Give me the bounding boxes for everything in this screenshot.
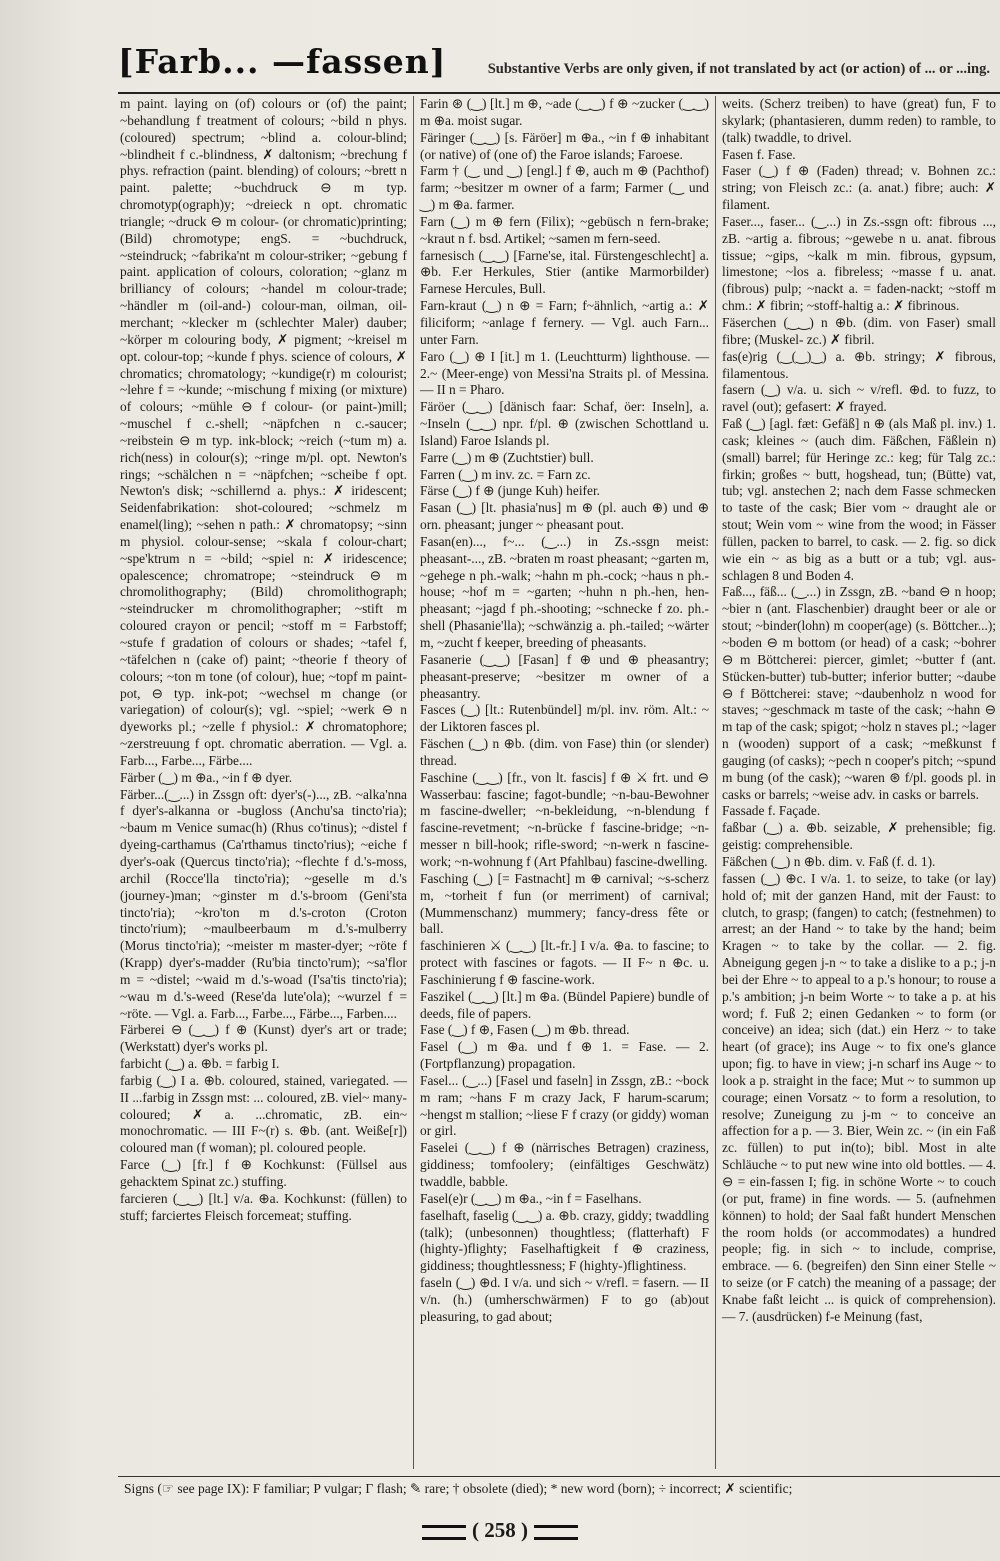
page-number-block	[0, 1518, 1000, 1543]
ornament-left	[422, 1525, 466, 1540]
dictionary-entry: Faszikel (‿‿) [lt.] m ⊕a. (Bündel Papiere) bundle of deeds, file of papers.	[420, 988, 709, 1021]
dictionary-entry: faßbar (‿) a. ⊕b. seizable, ✗ prehensible; fig. geistig: comprehensible.	[722, 820, 996, 853]
dictionary-entry: weits. (Scherz treiben) to have (great) fun, F to skylark; (phantasieren, dumm reden) to ramble, to (talk) twaddle, to drivel.	[722, 96, 996, 145]
dictionary-entry: Fasel (‿) m ⊕a. und f ⊕ 1. = Fase. — 2. (Fortpflanzung) propagation.	[420, 1039, 709, 1072]
dictionary-entry: Farn (‿) m ⊕ fern (Filix); ~gebüsch n fern-brake; ~kraut n f. bsd. Artikel; ~samen m fern-seed.	[420, 213, 709, 246]
dictionary-entry: Fassade f. Façade.	[722, 803, 821, 819]
page-header	[118, 42, 1000, 94]
dictionary-entry: Färöer (‿‿) [dänisch faar: Schaf, öer: Inseln], a. ~Inseln (‿‿) npr. f/pl. ⊕ (zwischen Schottland u. Island) Faroe Islands pl.	[420, 399, 709, 448]
dictionary-entry: fasern (‿) v/a. u. sich ~ v/refl. ⊕d. to fuzz, to ravel (out); gefasert: ✗ frayed.	[722, 382, 996, 415]
dictionary-entry: Faser (‿) f ⊕ (Faden) thread; v. Bohnen zc.: string; von Fleisch zc.: (a. anat.) fibre; auch: ✗ filament.	[722, 163, 996, 213]
column-left	[118, 96, 413, 1469]
dictionary-entry: Fasel(e)r (‿‿) m ⊕a., ~in f = Faselhans.	[420, 1190, 642, 1206]
dictionary-entry: Fasanerie (‿‿) [Fasan] f ⊕ und ⊕ pheasantry; pheasant-preserve; ~besitzer m owner of a pheasantry.	[420, 651, 709, 701]
dictionary-entry: Faschine (‿‿) [fr., von lt. fascis] f ⊕ ⚔ frt. und ⊖ Wasserbau: fascine; fagot-bundle; ~n-bau-Bewohner m fascine-dweller; ~n-bekleidung, ~n-blendung f fascine-revetment; ~n-brücke f fascine-bridge; ~n-messer n bill-hook; rifle-sword; ~n-werk n fascine-work; ~n-wohnung f (Art Pfahlbau) fascine-dwelling.	[420, 769, 709, 869]
dictionary-entry: faselhaft, faselig (‿‿) a. ⊕b. crazy, giddy; twaddling (talk); (unbesonnen) thoughtless; (flatterhaft) F (highty-)flighty; Faselhaftigkeit f ⊕ craziness, giddiness; thoughtlessness; F (highty-)flightiness.	[420, 1207, 709, 1274]
dictionary-entry: Färber (‿) m ⊕a., ~in f ⊕ dyer.	[120, 769, 293, 785]
column-right	[715, 96, 996, 1469]
catchword-heading: [Farb... —fassen]	[118, 42, 447, 81]
header-rule	[118, 92, 1000, 94]
dictionary-entry: farcieren (‿‿) [lt.] v/a. ⊕a. Kochkunst: (füllen) to stuff; farciertes Fleisch forcemeat; stuffing.	[120, 1190, 407, 1223]
dictionary-entry: Fasan (‿) [lt. phasia'nus] m ⊕ (pl. auch ⊕) und ⊕ orn. pheasant; junger ~ pheasant pout.	[420, 500, 709, 533]
dictionary-entry: Farren (‿) m inv. zc. = Farn zc.	[420, 466, 591, 482]
dictionary-entry: Fasces (‿) [lt.: Rutenbündel] m/pl. inv. röm. Alt.: ~ der Liktoren fasces pl.	[420, 702, 709, 735]
dictionary-entry: Farn-kraut (‿) n ⊕ = Farn; f~ähnlich, ~artig a.: ✗ filiciform; ~anlage f fernery. — Vgl. auch Farn... unter Farn.	[420, 298, 709, 347]
dictionary-entry: farbicht (‿) a. ⊕b. = farbig I.	[120, 1056, 280, 1072]
dictionary-entry: Fäßchen (‿) n ⊕b. dim. v. Faß (f. d. 1).	[722, 853, 936, 869]
dictionary-entry: fassen (‿) ⊕c. I v/a. 1. to seize, to take (or lay) hold of; mit der ganzen Hand, mit der Faust: to clutch, to grasp; (fangen) to catch; (festnehmen) to arrest; an der Hand ~ to take by the hand; beim Kragen ~ to take by the collar. — 2. fig. Abneigung gegen j-n ~ to take a dislike to a p.; j-n bei der Ehre ~ to appeal to a p.'s honour; to rouse a p.'s ambition; j-n beim Worte ~ to take a p. at his word; f. Fuß 2; einen Gedanken ~ to form (or conceive) an idea; sich (dat.) ein Herz ~ to take heart (of grace); ins Auge ~ to fix one's glance upon; fig. to have in view; j-n scharf ins Auge ~ to look a p. straight in the face; Mut ~ to summon up courage; einen Vorsatz ~ to form a resolution, to resolve; Zuneigung zu j-m ~ to conceive an affection for a p. — 3. Bier, Wein zc. ~ (in ein Faß zc. füllen) to put in(to); bibl. Most in alte Schläuche ~ to put new wine into old bottles. — 4. ⊖ = ein-fassen I; fig. in schöne Worte ~ to couch (or put, frame) in fine words. — 5. (aufnehmen können) to hold; der Saal faßt hundert Menschen the room holds (or accommodates) a hundred people; fig. in sich ~ to include, comprise, embrace. — 6. (begreifen) den Sinn einer Stelle ~ to seize (or F catch) the meaning of a passage; der Knabe faßt leicht ... is quick of comprehension). — 7. (ausdrücken) f-e Meinung (fast,	[722, 870, 996, 1324]
dictionary-entry: faseln (‿) ⊕d. I v/a. und sich ~ v/refl. = fasern. — II v/n. (h.) (umherschwärmen) F to go (ab)out pleasuring, to gad about;	[420, 1275, 709, 1324]
dictionary-entry: Farce (‿) [fr.] f ⊕ Kochkunst: (Füllsel aus gehacktem Spinat zc.) stuffing.	[120, 1157, 407, 1189]
dictionary-entry: Färse (‿) f ⊕ (junge Kuh) heifer.	[420, 483, 601, 499]
footer-rule	[118, 1476, 1000, 1477]
dictionary-entry: Fäschen (‿) n ⊕b. (dim. von Fase) thin (or slender) thread.	[420, 736, 709, 768]
dictionary-entry: Fasel... (‿...) [Fasel und faseln] in Zssgn, zB.: ~bock m ram; ~hans F m crazy Jack, F harum-scarum; ~hengst m stallion; ~liese F f crazy (or giddy) woman or girl.	[420, 1072, 709, 1139]
ornament-right	[534, 1525, 578, 1540]
dictionary-entry: Fäserchen (‿‿) n ⊕b. (dim. von Faser) small fibre; (Muskel- zc.) ✗ fibril.	[722, 314, 996, 347]
dictionary-entry: Färber...(‿...) in Zssgn oft: dyer's(-)..., zB. ~alka'nna f dyer's-alkanna or -bugloss (Anchu'sa tincto'ria); ~baum m Venice sumac(h) (Rhus co'tinus); ~distel f dyeing-carthamus (Ca'rthamus tincto'rius); ~eiche f dyer's-oak (Quercus tincto'ria); ~flechte f d.'s-moss, archil (Rocce'lla tincto'ria); ~geselle m d.'s (journey-)man; ~ginster m d.'s-broom (Geni'sta tincto'ria); ~kro'ton m d.'s-croton (Croton tincto'rium); ~maulbeerbaum m d.'s-mulberry (Morus tincto'ria); ~meister m master-dyer; ~röte f (Krapp) dyer's-madder (Ru'bia tincto'rum); ~sa'flor m = ~distel; ~waid m d.'s-woad (I'sa'tis tincto'ria); ~wau m d.'s-weed (Rese'da lute'ola); ~wurzel f = ~röte. — Vgl. a. Farb..., Farbe..., Färbe..., Farben....	[120, 786, 407, 1021]
dictionary-entry: Fasan(en)..., f~... (‿...) in Zs.-ssgn meist: pheasant-..., zB. ~braten m roast pheasant; ~garten m, ~gehege n ph.-walk; ~hahn m ph.-cock; ~haus n ph.-house; ~hof m = ~garten; ~huhn n ph.-hen, hen-pheasant; ~jagd f ph.-shooting; ~schnecke f zo. ph.-shell (Phasanie'lla); ~schwänzig a. ph.-tailed; ~wärter m, ~zucht f keeper, breeding of pheasants.	[420, 533, 709, 650]
dictionary-entry: Faß..., fäß... (‿...) in Zssgn, zB. ~band ⊖ n hoop; ~bier n (ant. Flaschenbier) draught beer or ale or stout; ~binder(lohn) m cooper(age) (s. Böttcher...); ~boden ⊖ m bottom (or head) of a cask; ~bohrer ⊖ m Böttcherei: piercer, gimlet; ~butter f (ant. Stücken-butter) tub-butter; inferior butter; ~daube ⊖ f Böttcherei: stave; ~daubenholz n wood for staves; ~geschmack m taste of the cask; ~hahn ⊖ m tap of the cask; spigot; ~holz n staves pl.; ~lager n (wooden) support of a cask; ~meßkunst f gauging (of casks); ~pech n cooper's pitch; ~spund m bung (of the cask); ~waren ⊛ f/pl. goods pl. in casks or barrels; ~weise adv. in casks or barrels.	[722, 584, 996, 802]
dictionary-entry: m paint. laying on (of) colours or (of) the paint; ~behandlung f treatment of colours; ~bild n phys. (coloured) spectrum; ~blind a. colour-blind; ~blindheit f c.-blindness, ✗ daltonism; ~brechung f phys. refraction (paint. blending) of colours; ~brett n paint. palette; ~buchdruck ⊖ m typ. chromotyp(ograph)y; ~dreieck n opt. chromatic triangle; ~druck ⊖ m colour- (or chromatic)printing; (Bild) chromotype; engS. = ~buchdruck, ~steindruck; ~fabrika'nt m colour-striker; ~gebung f paint. application of colours, coloration; ~glanz m brilliancy of colours; ~handel m colour-trade; ~händler m (oil-and-) colour-man, oilman, oil-merchant; ~klecker m (schlechter Maler) dauber; ~körper m colouring body, ✗ pigment; ~kreisel m opt. colour-top; ~kunde f phys. science of colours, ✗ chromatics; chromatology; ~kundige(r) m colourist; ~lehre f = ~kunde; ~mischung f mixing (or mixture) of colours; ~mühle ⊖ f colour- (or paint-)mill; ~muschel f c.-shell; ~näpfchen n c.-saucer; ~reibstein ⊖ m typ. ink-block; ~reich (~tum m) a. rich(ness) in colour(s); ~ringe m/pl. opt. Newton's rings; ~schälchen n = ~näpfchen; ~scheibe f opt. Newton's disk; ~schillernd a. phys.: ✗ iridescent; Seidenfabrikation: shot-coloured; ~schmelz m enamel(ling); ~sehen n path.: ✗ chromatopsy; ~sinn m physiol. colour-sense; ~skala f colour-chart; ~spe'ktrum n = ~bild; ~spiel n: ✗ iridescence; opalescence; chromatrope; ~steindruck ⊖ m chromolithography; (Bild) chromolithograph; ~steindrucker m chromolithographer; ~stift m coloured crayon or pencil; ~stoff m = Farbstoff; ~stufe f gradation of colours or shades; ~tafel f, ~täfelchen n (cake of) paint; ~theorie f theory of colours; ~ton m tone (of colour), hue; ~topf m paint-pot, ⊖ typ. ink-pot; ~wechsel m change (or variegation) of colour(s); vgl. ~spiel; ~werk ⊖ n dyeworks pl.; ~zelle f physiol.: ✗ chromatophore; ~zerstreuung f opt. chromatic aberration. — Vgl. a. Farb..., Farbe..., Färbe....	[120, 96, 407, 768]
column-middle	[413, 96, 715, 1469]
page-number: ( 258 )	[472, 1518, 528, 1542]
footer-signs-legend: Signs (☞ see page IX): F familiar; P vulgar; Γ flash; ✎ rare; † obsolete (died); * new word (born); ÷ incorrect; ✗ scientific;	[124, 1481, 793, 1496]
dictionary-entry: Faser..., faser... (‿...) in Zs.-ssgn oft: fibrous ..., zB. ~artig a. fibrous; ~gewebe n u. anat. fibrous tissue; ~gips, ~kalk m min. fibrous, gypsum, limestone; ~los a. fibreless; ~masse f u. anat. (fibrous) pulp; ~nackt a. = faden-nackt; ~stoff m chm.: ✗ fibrin; ~stoff-haltig a.: ✗ fibrinous.	[722, 213, 996, 314]
dictionary-entry: farnesisch (‿‿) [Farne'se, ital. Fürstengeschlecht] a. ⊕b. F.er Herkules, Stier (antike Marmorbilder) Farnese Hercules, Bull.	[420, 247, 709, 297]
dictionary-entry: Farre (‿) m ⊕ (Zuchtstier) bull.	[420, 449, 594, 465]
dictionary-entry: Färberei ⊖ (‿‿) f ⊕ (Kunst) dyer's art or trade; (Werkstatt) dyer's works pl.	[120, 1022, 407, 1055]
dictionary-entry: Fase (‿) f ⊕, Fasen (‿) m ⊕b. thread.	[420, 1022, 630, 1038]
dictionary-entry: Farm † (‿ und ‿) [engl.] f ⊕, auch m ⊕ (Pachthof) farm; ~besitzer m owner of a farm; Farmer (‿ und ‿) m ⊕a. farmer.	[420, 163, 709, 213]
dictionary-entry: faschinieren ⚔ (‿‿) [lt.-fr.] I v/a. ⊕a. to fascine; to protect with fascines or fagots. — II F~ n ⊕c. u. Faschinierung f ⊕ fascine-work.	[420, 938, 709, 987]
header-note: Substantive Verbs are only given, if not translated by act (or action) of ... or ...ing.	[487, 61, 990, 77]
dictionary-columns	[118, 96, 996, 1469]
dictionary-entry: farbig (‿) I a. ⊕b. coloured, stained, variegated. — II ...farbig in Zssgn mst: ... coloured, zB. viel~ many-coloured; ✗ a. ...chromatic, zB. ein~ monochromatic. — III F~(r) s. ⊕b. (ant. Weiße[r]) coloured man (f woman); pl. coloured people.	[120, 1072, 407, 1156]
dictionary-entry: Faro (‿) ⊕ I [it.] m 1. (Leuchtturm) lighthouse. — 2.~ (Meer-enge) von Messi'na Straits pl. of Messina. — II n = Pharo.	[420, 348, 709, 398]
dictionary-entry: Farin ⊛ (‿) [lt.] m ⊕, ~ade (‿‿) f ⊕ ~zucker (‿‿) m ⊕a. moist sugar.	[420, 96, 709, 128]
dictionary-entry: Färinger (‿‿) [s. Färöer] m ⊕a., ~in f ⊕ inhabitant (or native) of (one of) the Faroe islands; Faroese.	[420, 129, 709, 162]
dictionary-entry: Faß (‿) [agl. fæt: Gefäß] n ⊕ (als Maß pl. inv.) 1. cask; kleines ~ (auch dim. Fäßchen, Fäßlein n) (small) barrel; für Heringe zc.: keg; für Talg zc.: firkin; großes ~ butt, hogshead, tun; (Bütte) vat, tub; vgl. anstechen 2; nach dem Fasse schmecken to taste of the cask; Bier vom ~ draught ale or stout; Wein vom ~ wine from the wood; in Fässer füllen, packen to barrel, to cask. — 2. fig. so dick wie ein ~ as big as a butt or a tub; vgl. aus-schlagen 8 und Boden 4.	[722, 416, 996, 583]
dictionary-entry: Fasching (‿) [= Fastnacht] m ⊕ carnival; ~s-scherz m, ~torheit f fun (or merriment) of carnival; (Mummenschanz) mummery; fancy-dress fête or ball.	[420, 870, 709, 937]
dictionary-entry: Faselei (‿‿) f ⊕ (närrisches Betragen) craziness, giddiness; tomfoolery; (einfältiges Geschwätz) twaddle, babble.	[420, 1140, 709, 1189]
dictionary-entry: fas(e)rig (‿(‿)‿) a. ⊕b. stringy; ✗ fibrous, filamentous.	[722, 348, 996, 381]
dictionary-entry: Fasen f. Fase.	[722, 146, 796, 162]
